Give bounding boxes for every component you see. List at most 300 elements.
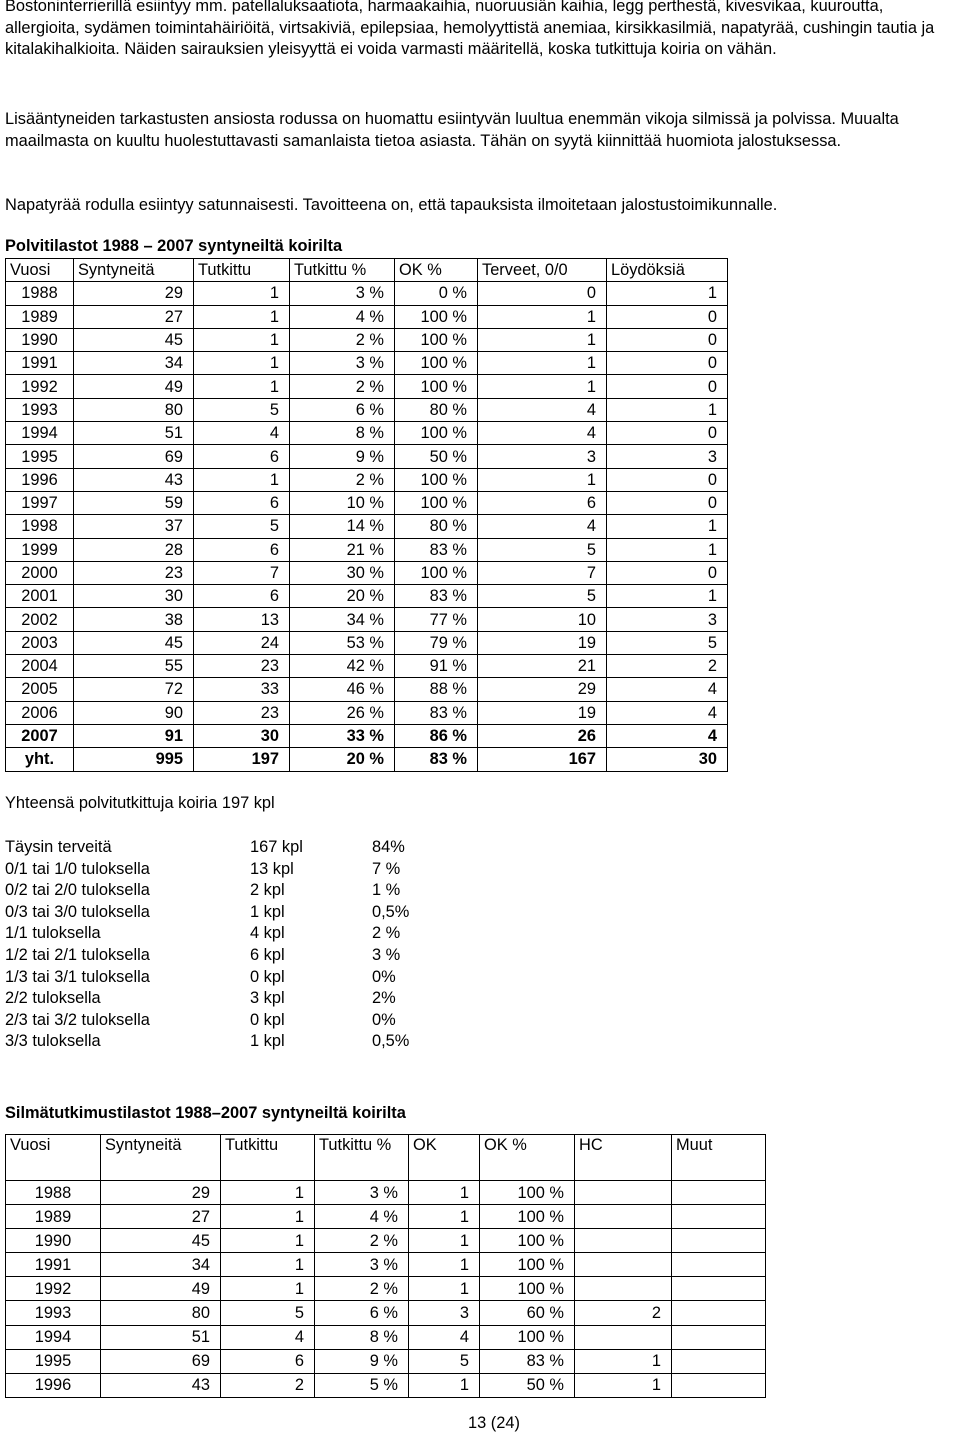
table-cell: 0	[607, 422, 728, 445]
table-cell: 100 %	[395, 305, 478, 328]
column-header: Löydöksiä	[607, 259, 728, 282]
table-cell: 51	[74, 422, 194, 445]
table-cell: 0	[607, 305, 728, 328]
table-cell: 3 %	[290, 352, 395, 375]
table-cell: 2 %	[290, 375, 395, 398]
table-cell: 13	[194, 608, 290, 631]
table-cell: 100 %	[480, 1205, 575, 1229]
table-cell: 23	[74, 561, 194, 584]
table-cell: 45	[74, 631, 194, 654]
table-cell: 1	[478, 328, 607, 351]
table-cell: 1991	[6, 1253, 101, 1277]
table-cell: 8 %	[290, 422, 395, 445]
table-cell: 33	[194, 678, 290, 701]
table-cell: 91	[74, 724, 194, 747]
table-cell: 995	[74, 748, 194, 771]
summary-label: Täysin terveitä	[5, 838, 112, 856]
table-cell: 100 %	[480, 1181, 575, 1205]
table-cell: 14 %	[290, 515, 395, 538]
table-cell: 80	[74, 398, 194, 421]
table-cell: 27	[101, 1205, 221, 1229]
table-cell: 5	[194, 398, 290, 421]
table-row	[6, 585, 728, 608]
table-cell: 4	[607, 701, 728, 724]
table-cell: 9 %	[290, 445, 395, 468]
table-cell: 1	[478, 305, 607, 328]
table-cell: 24	[194, 631, 290, 654]
table-cell: 34 %	[290, 608, 395, 631]
table-cell: 3 %	[290, 282, 395, 305]
summary-percent: 0,5%	[372, 902, 410, 921]
column-header: OK %	[480, 1135, 575, 1181]
table-cell: 83 %	[395, 748, 478, 771]
table-row	[6, 328, 728, 351]
table-cell: 8 %	[315, 1325, 409, 1349]
table-cell: 28	[74, 538, 194, 561]
summary-label: 1/1 tuloksella	[5, 924, 101, 943]
table-cell: 1988	[6, 282, 74, 305]
table-cell: 3	[607, 445, 728, 468]
table-cell: 10 %	[290, 491, 395, 514]
table-cell	[575, 1181, 672, 1205]
table-cell: 6 %	[315, 1301, 409, 1325]
table-cell: 83 %	[395, 701, 478, 724]
table-cell: 1992	[6, 375, 74, 398]
summary-label: 2/2 tuloksella	[5, 989, 101, 1008]
table-cell: 1992	[6, 1277, 101, 1301]
table-cell: 5	[607, 631, 728, 654]
table-cell: 2002	[6, 608, 74, 631]
table-cell: 90	[74, 701, 194, 724]
table-cell: 34	[101, 1253, 221, 1277]
eye-stats-table	[5, 1134, 766, 1398]
table-cell: 51	[101, 1325, 221, 1349]
table-cell: 1	[221, 1205, 315, 1229]
table-cell: 20 %	[290, 585, 395, 608]
table-cell: 38	[74, 608, 194, 631]
table-cell: 3 %	[315, 1253, 409, 1277]
table-cell: 37	[74, 515, 194, 538]
table-cell: 20 %	[290, 748, 395, 771]
summary-label: 0/2 tai 2/0 tuloksella	[5, 881, 150, 900]
table-cell: 100 %	[395, 468, 478, 491]
table-cell: 0	[607, 561, 728, 584]
table-cell: 29	[478, 678, 607, 701]
table-cell: 5	[194, 515, 290, 538]
summary-label: 1/3 tai 3/1 tuloksella	[5, 967, 150, 986]
table-cell: 26 %	[290, 701, 395, 724]
table-cell: 6	[221, 1349, 315, 1373]
table-row	[6, 538, 728, 561]
summary-percent: 0%	[372, 967, 396, 986]
table-cell: 43	[101, 1373, 221, 1397]
summary-percent: 0%	[372, 1010, 396, 1029]
table-cell: 1	[607, 585, 728, 608]
table-cell: 1	[194, 305, 290, 328]
table-cell: 4	[194, 422, 290, 445]
table-cell: 6	[194, 491, 290, 514]
column-header: Tutkittu %	[290, 259, 395, 282]
table-cell	[672, 1181, 766, 1205]
table-cell: 3 %	[315, 1181, 409, 1205]
table-cell: 1998	[6, 515, 74, 538]
table-cell: 100 %	[480, 1253, 575, 1277]
table-row	[6, 678, 728, 701]
table-cell: 0	[607, 375, 728, 398]
table-cell: 1	[575, 1349, 672, 1373]
table-cell: 5	[478, 538, 607, 561]
column-header: Tutkittu %	[315, 1135, 409, 1181]
table-cell: 10	[478, 608, 607, 631]
table-cell: 30 %	[290, 561, 395, 584]
table-cell: 1	[194, 352, 290, 375]
column-header: Muut	[672, 1135, 766, 1181]
table-cell: 1	[409, 1253, 480, 1277]
table-row	[6, 1205, 766, 1229]
table-cell: 0 %	[395, 282, 478, 305]
table-cell: 77 %	[395, 608, 478, 631]
table-header-row	[6, 1135, 766, 1181]
summary-label: 2/3 tai 3/2 tuloksella	[5, 1010, 150, 1029]
column-header: Vuosi	[6, 259, 74, 282]
table-cell: 1991	[6, 352, 74, 375]
eye-knee-paragraph: Lisääntyneiden tarkastusten ansiosta rodussa on huomattu esiintyvän luultua enemmän vikoja silmissä ja polvissa. Muualta maailmasta on kuultu huolestuttavasti samanlaista tietoa asiasta. Tähän on syytä kiinnittää huomiota jalostuksessa.	[5, 110, 899, 150]
table-cell: 3	[607, 608, 728, 631]
table-cell: 34	[74, 352, 194, 375]
table-cell: 1	[478, 375, 607, 398]
table-cell: 2001	[6, 585, 74, 608]
table-cell: 2 %	[315, 1229, 409, 1253]
table-cell: 1	[478, 468, 607, 491]
summary-count: 1 kpl	[250, 902, 285, 921]
table-cell: 1996	[6, 1373, 101, 1397]
table-cell: 1994	[6, 1325, 101, 1349]
table-cell: 45	[74, 328, 194, 351]
table-cell: 46 %	[290, 678, 395, 701]
table-cell: 2 %	[290, 468, 395, 491]
table-cell	[672, 1349, 766, 1373]
table-cell: 50 %	[480, 1373, 575, 1397]
table-cell: 5	[221, 1301, 315, 1325]
table-cell: 4	[221, 1325, 315, 1349]
table-cell: 1	[409, 1205, 480, 1229]
table-cell	[672, 1325, 766, 1349]
summary-count: 13 kpl	[250, 859, 294, 878]
table-cell: 4	[607, 724, 728, 747]
table-row	[6, 515, 728, 538]
table-cell: 2003	[6, 631, 74, 654]
column-header: Vuosi	[6, 1135, 101, 1181]
summary-label: 1/2 tai 2/1 tuloksella	[5, 945, 150, 964]
column-header: OK	[409, 1135, 480, 1181]
table-cell: 1	[409, 1277, 480, 1301]
table-cell: 21 %	[290, 538, 395, 561]
table-cell: 3	[478, 445, 607, 468]
table-cell: 1993	[6, 1301, 101, 1325]
summary-percent: 84%	[372, 838, 405, 856]
table-cell	[672, 1277, 766, 1301]
table-cell: 1	[607, 515, 728, 538]
table-row	[6, 282, 728, 305]
table-row	[6, 1181, 766, 1205]
table-cell: 69	[74, 445, 194, 468]
table-cell: 1995	[6, 1349, 101, 1373]
table-cell: 5 %	[315, 1373, 409, 1397]
table-cell: 88 %	[395, 678, 478, 701]
summary-count: 6 kpl	[250, 945, 285, 964]
table-cell: 83 %	[395, 585, 478, 608]
table-cell: 1993	[6, 398, 74, 421]
patella-total-note: Yhteensä polvitutkittuja koiria 197 kpl	[5, 794, 275, 812]
table-cell: 91 %	[395, 655, 478, 678]
table-cell: 4	[478, 515, 607, 538]
table-cell: 53 %	[290, 631, 395, 654]
table-row	[6, 561, 728, 584]
table-cell: 5	[409, 1349, 480, 1373]
table-cell: 1	[221, 1277, 315, 1301]
table-cell: 6	[194, 585, 290, 608]
table-row	[6, 701, 728, 724]
table-cell: 1	[221, 1253, 315, 1277]
summary-label: 0/1 tai 1/0 tuloksella	[5, 859, 150, 878]
summary-percent: 2 %	[372, 924, 401, 943]
table-cell: 1990	[6, 328, 74, 351]
table-cell: 1997	[6, 491, 74, 514]
table-cell: 2 %	[315, 1277, 409, 1301]
table-cell: 1994	[6, 422, 74, 445]
table-row	[6, 352, 728, 375]
table-cell: 86 %	[395, 724, 478, 747]
summary-percent: 1 %	[372, 881, 401, 900]
table-row	[6, 445, 728, 468]
table-cell	[672, 1373, 766, 1397]
table-cell: 100 %	[480, 1277, 575, 1301]
summary-percent: 0,5%	[372, 1032, 410, 1051]
column-header: Syntyneitä	[74, 259, 194, 282]
table-row	[6, 1373, 766, 1397]
page-number: 13 (24)	[468, 1414, 520, 1432]
table-cell: 100 %	[395, 422, 478, 445]
table-row	[6, 1277, 766, 1301]
table-cell	[575, 1205, 672, 1229]
table-cell: 6	[194, 538, 290, 561]
table-cell: 30	[607, 748, 728, 771]
table-cell: 1995	[6, 445, 74, 468]
table-cell: 1	[194, 468, 290, 491]
table-row	[6, 1229, 766, 1253]
table-cell: 1	[221, 1229, 315, 1253]
table-cell: 9 %	[315, 1349, 409, 1373]
table-cell: 2	[575, 1301, 672, 1325]
summary-count: 2 kpl	[250, 881, 285, 900]
table-cell: 100 %	[480, 1229, 575, 1253]
table-cell	[575, 1253, 672, 1277]
column-header: Syntyneitä	[101, 1135, 221, 1181]
table-cell: 27	[74, 305, 194, 328]
table-cell: 6	[194, 445, 290, 468]
table-cell: 1	[478, 352, 607, 375]
table-row	[6, 655, 728, 678]
table-row	[6, 608, 728, 631]
summary-label: 3/3 tuloksella	[5, 1032, 101, 1051]
table-cell: 0	[607, 352, 728, 375]
table-cell: 3	[409, 1301, 480, 1325]
table-cell: 0	[607, 468, 728, 491]
summary-count: 0 kpl	[250, 1010, 285, 1029]
table-cell: 80	[101, 1301, 221, 1325]
table-cell: 4	[607, 678, 728, 701]
summary-count: 167 kpl	[250, 838, 303, 856]
table-row	[6, 631, 728, 654]
table-row	[6, 1253, 766, 1277]
table-cell: 83 %	[395, 538, 478, 561]
table-cell: 1	[194, 282, 290, 305]
table-cell: 2005	[6, 678, 74, 701]
table-cell: 197	[194, 748, 290, 771]
table-cell: 19	[478, 631, 607, 654]
column-header: HC	[575, 1135, 672, 1181]
table-cell: 1	[409, 1373, 480, 1397]
table-cell: 2006	[6, 701, 74, 724]
table-cell: 72	[74, 678, 194, 701]
table-row	[6, 398, 728, 421]
table-cell: 19	[478, 701, 607, 724]
table-cell: 1	[607, 398, 728, 421]
table-cell: 45	[101, 1229, 221, 1253]
table-cell: 69	[101, 1349, 221, 1373]
table-row	[6, 422, 728, 445]
table-cell	[575, 1325, 672, 1349]
table-cell: 1	[194, 375, 290, 398]
table-row	[6, 724, 728, 747]
table-cell: 80 %	[395, 398, 478, 421]
table-cell: 2 %	[290, 328, 395, 351]
table-cell: 1	[221, 1181, 315, 1205]
summary-percent: 7 %	[372, 859, 401, 878]
table-cell: 83 %	[480, 1349, 575, 1373]
eye-stats-heading: Silmätutkimustilastot 1988–2007 syntyneiltä koirilta	[5, 1104, 406, 1122]
summary-percent: 2%	[372, 989, 396, 1008]
table-cell: 1	[194, 328, 290, 351]
table-cell: 1	[575, 1373, 672, 1397]
table-cell: 23	[194, 701, 290, 724]
table-cell: 30	[194, 724, 290, 747]
table-cell	[672, 1205, 766, 1229]
table-cell: 55	[74, 655, 194, 678]
table-cell: 0	[607, 328, 728, 351]
table-cell: 1999	[6, 538, 74, 561]
table-cell: 7	[194, 561, 290, 584]
table-cell: 2007	[6, 724, 74, 747]
table-row	[6, 491, 728, 514]
column-header: Terveet, 0/0	[478, 259, 607, 282]
table-cell: 29	[74, 282, 194, 305]
table-cell: 4	[409, 1325, 480, 1349]
table-cell: 0	[607, 491, 728, 514]
table-row	[6, 375, 728, 398]
table-cell: 100 %	[395, 375, 478, 398]
table-cell: 4 %	[290, 305, 395, 328]
column-header: OK %	[395, 259, 478, 282]
table-cell: 59	[74, 491, 194, 514]
table-cell: 49	[74, 375, 194, 398]
summary-percent: 3 %	[372, 945, 401, 964]
table-cell: 7	[478, 561, 607, 584]
table-cell: 100 %	[395, 491, 478, 514]
column-header: Tutkittu	[221, 1135, 315, 1181]
table-cell: 2	[221, 1373, 315, 1397]
table-cell	[672, 1253, 766, 1277]
table-cell: 33 %	[290, 724, 395, 747]
table-cell: 1996	[6, 468, 74, 491]
table-row	[6, 1301, 766, 1325]
table-cell: 2004	[6, 655, 74, 678]
table-cell: 2000	[6, 561, 74, 584]
table-row	[6, 1349, 766, 1373]
table-cell: 4	[478, 398, 607, 421]
summary-count: 1 kpl	[250, 1032, 285, 1051]
table-cell: 1989	[6, 1205, 101, 1229]
table-cell: 2	[607, 655, 728, 678]
summary-count: 3 kpl	[250, 989, 285, 1008]
table-cell: 1	[409, 1229, 480, 1253]
patella-stats-heading: Polvitilastot 1988 – 2007 syntyneiltä koirilta	[5, 237, 343, 255]
intro-paragraph: Bostoninterrierillä esiintyy mm. patellaluksaatiota, harmaakaihia, nuoruusiän kaihia, legg perthestä, kivesvikaa, kuuroutta, allergioita, sydämen toimintahäiriöitä, virtsakiviä, epilepsiaa, hemolyyttistä anemiaa, kirsikkasilmiä, napatyrää, cushingin tautia ja kitalakihalkioita. Näiden sairauksien yleisyyttä ei voida varmasti määritellä, koska tutkittuja koiria on vähän.	[5, 0, 935, 58]
table-cell: 100 %	[480, 1325, 575, 1349]
table-cell: 1	[409, 1181, 480, 1205]
table-cell: 30	[74, 585, 194, 608]
table-cell: 100 %	[395, 561, 478, 584]
table-cell: 80 %	[395, 515, 478, 538]
table-cell: 1	[607, 538, 728, 561]
table-cell	[672, 1301, 766, 1325]
table-header-row	[6, 259, 728, 282]
table-row	[6, 468, 728, 491]
hernia-paragraph: Napatyrää rodulla esiintyy satunnaisesti. Tavoitteena on, että tapauksista ilmoitetaan jalostustoimikunnalle.	[5, 196, 778, 214]
table-cell: 4 %	[315, 1205, 409, 1229]
table-cell	[672, 1229, 766, 1253]
table-cell: 50 %	[395, 445, 478, 468]
column-header: Tutkittu	[194, 259, 290, 282]
summary-label: 0/3 tai 3/0 tuloksella	[5, 902, 150, 921]
table-cell: 1	[607, 282, 728, 305]
table-cell: 1989	[6, 305, 74, 328]
table-cell: 0	[478, 282, 607, 305]
summary-count: 4 kpl	[250, 924, 285, 943]
table-cell: 1990	[6, 1229, 101, 1253]
table-row	[6, 1325, 766, 1349]
table-cell: 29	[101, 1181, 221, 1205]
table-row	[6, 748, 728, 771]
table-cell: 21	[478, 655, 607, 678]
table-cell: yht.	[6, 748, 74, 771]
table-cell: 6	[478, 491, 607, 514]
table-cell: 49	[101, 1277, 221, 1301]
table-cell: 42 %	[290, 655, 395, 678]
table-cell: 1988	[6, 1181, 101, 1205]
table-cell	[575, 1277, 672, 1301]
table-cell	[575, 1229, 672, 1253]
table-cell: 5	[478, 585, 607, 608]
patella-stats-table	[5, 258, 728, 772]
table-cell: 4	[478, 422, 607, 445]
table-cell: 43	[74, 468, 194, 491]
summary-count: 0 kpl	[250, 967, 285, 986]
table-cell: 100 %	[395, 328, 478, 351]
table-cell: 23	[194, 655, 290, 678]
table-cell: 6 %	[290, 398, 395, 421]
table-cell: 79 %	[395, 631, 478, 654]
